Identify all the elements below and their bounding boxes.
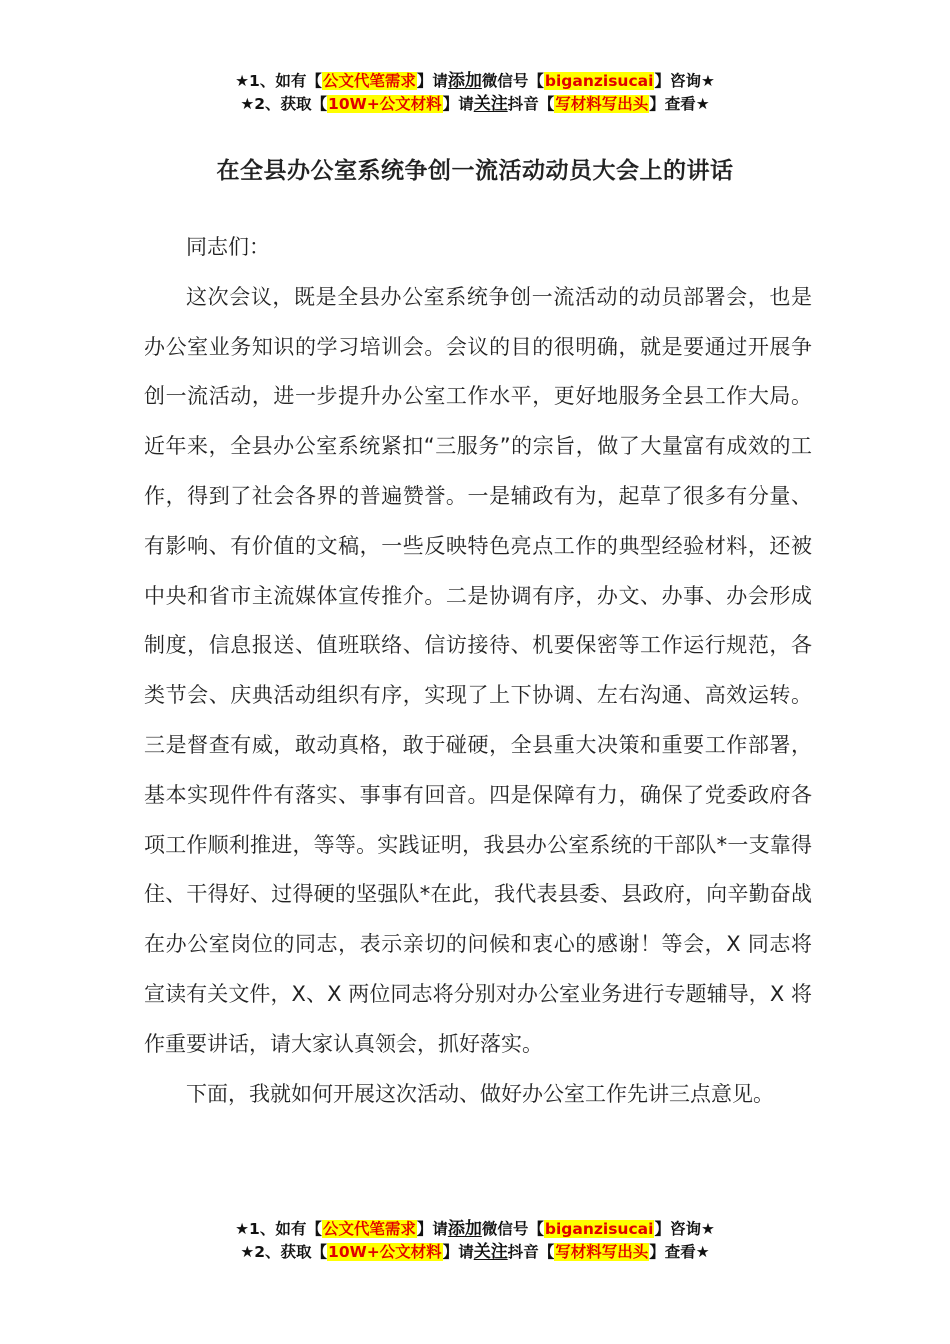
promo-douyin-id: 写材料写出头 xyxy=(555,95,649,113)
promo-text: 】咨询★ xyxy=(654,72,715,90)
promo-text: ★1、如有【 xyxy=(235,1220,322,1238)
promo-emphasis: 关注 xyxy=(473,1242,508,1262)
promo-text: 微信号【 xyxy=(481,72,544,90)
promo-text: 】查看★ xyxy=(649,1243,710,1261)
promo-highlight: 10W+公文材料 xyxy=(328,95,442,113)
promo-text: 】请 xyxy=(442,1243,474,1261)
promo-text: 抖音【 xyxy=(507,1243,555,1261)
promo-text: 】咨询★ xyxy=(654,1220,715,1238)
salutation: 同志们： xyxy=(186,235,270,259)
promo-emphasis: 添加 xyxy=(447,71,482,91)
document-title: 在全县办公室系统争创一流活动动员大会上的讲话 xyxy=(216,158,734,184)
body-paragraph: 这次会议，既是全县办公室系统争创一流活动的动员部署会，也是办公室业务知识的学习培训会。会议的目的很明确，就是要通过开展争创一流活动，进一步提升办公室工作水平，更好地服务全县工作大局。近年来，全县办公室系统紧扣“三服务”的宗旨，做了大量富有成效的工作，得到了社会各界的普遍赞誉。一是辅政有为，起草了很多有分量、有影响、有价值的文稿，一些反映特色亮点工作的典型经验材料，还被中央和省市主流媒体宣传推介。二是协调有序，办文、办事、办会形成制度，信息报送、值班联络、信访接待、机要保密等工作运行规范，各类节会、庆典活动组织有序，实现了上下协调、左右沟通、高效运转。三是督查有威，敢动真格，敢于碰硬，全县重大决策和重要工作部署，基本实现件件有落实、事事有回音。四是保障有力，确保了党委政府各项工作顺利推进，等等。实践证明，我县办公室系统的干部队*一支靠得住、干得好、过得硬的坚强队*在此，我代表县委、县政府，向辛勤奋战在办公室岗位的同志，表示亲切的问候和衷心的感谢！等会，X 同志将宣读有关文件，X、X 两位同志将分别对办公室业务进行专题辅导，X 将作重要讲话，请大家认真领会，抓好落实。 xyxy=(144,284,812,1056)
promo-emphasis: 添加 xyxy=(447,1219,482,1239)
promo-highlight: 公文代笔需求 xyxy=(322,72,416,90)
promo-emphasis: 关注 xyxy=(473,94,508,114)
promo-text: 微信号【 xyxy=(481,1220,544,1238)
promo-highlight: 10W+公文材料 xyxy=(328,1243,442,1261)
document-body xyxy=(144,223,812,1119)
promo-text: 】查看★ xyxy=(649,95,710,113)
promo-text: 抖音【 xyxy=(507,95,555,113)
promo-text: ★2、获取【 xyxy=(240,95,328,113)
promo-text: ★2、获取【 xyxy=(240,1243,328,1261)
promo-line-2 xyxy=(0,93,950,116)
promo-text: 】请 xyxy=(442,95,474,113)
promo-line-1 xyxy=(0,70,950,93)
promo-text: 】请 xyxy=(416,1220,448,1238)
body-paragraph: 下面，我就如何开展这次活动、做好办公室工作先讲三点意见。 xyxy=(186,1081,774,1106)
promo-douyin-id: 写材料写出头 xyxy=(555,1243,649,1261)
promo-line-2 xyxy=(0,1241,950,1264)
promo-highlight: 公文代笔需求 xyxy=(322,1220,416,1238)
promo-line-1 xyxy=(0,1218,950,1241)
promo-wechat-id: biganzisucai xyxy=(544,72,654,90)
promo-wechat-id: biganzisucai xyxy=(544,1220,654,1238)
promo-banner-top xyxy=(0,70,950,116)
promo-banner-bottom xyxy=(0,1218,950,1264)
promo-text: 】请 xyxy=(416,72,448,90)
promo-text: ★1、如有【 xyxy=(235,72,322,90)
